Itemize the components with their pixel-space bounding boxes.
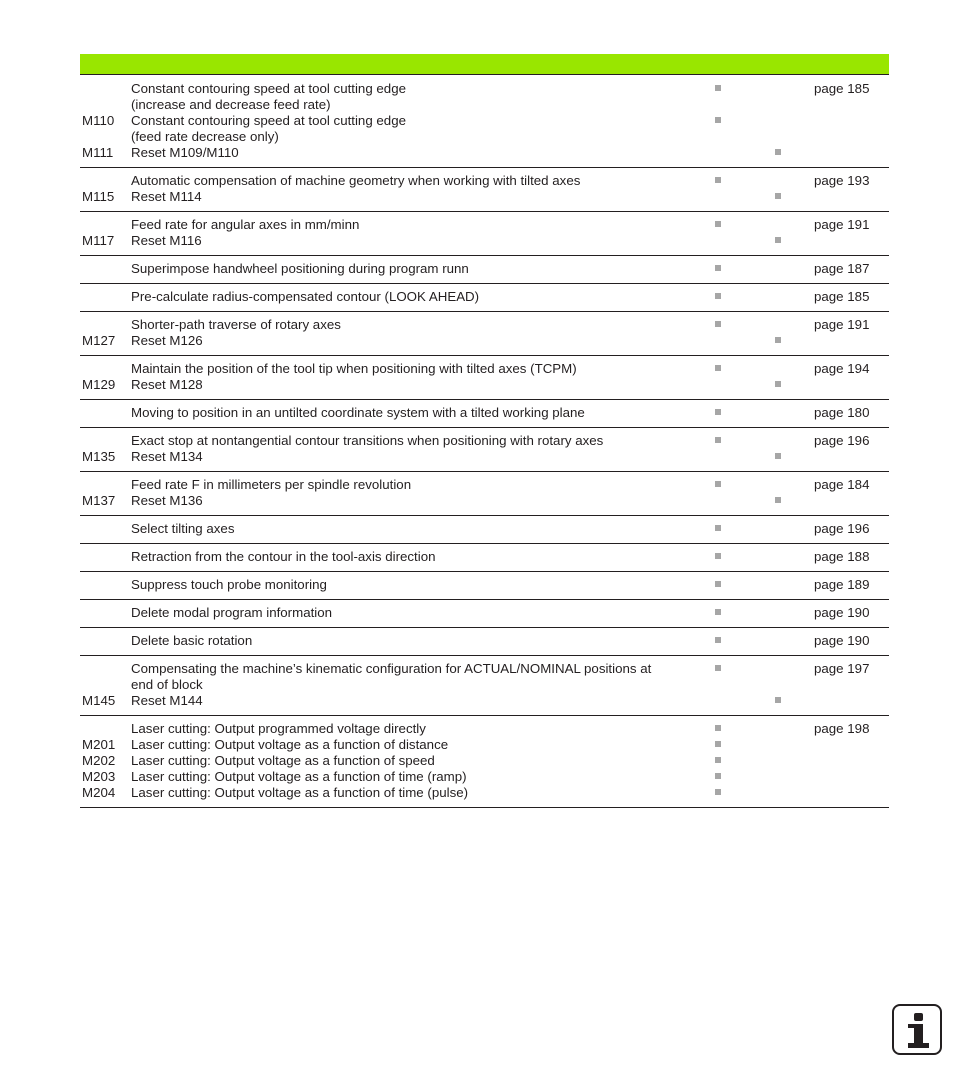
- effective-at-start-cell: [714, 785, 774, 801]
- function-description: (feed rate decrease only): [131, 129, 279, 144]
- m-code: M115: [82, 189, 115, 204]
- effective-at-end-cell: [774, 129, 814, 145]
- function-description: Maintain the position of the tool tip when positioning with tilted axes (TCPM): [131, 361, 577, 376]
- table-header-bar: [80, 54, 889, 75]
- page-reference: page 187: [814, 261, 870, 276]
- function-description: Reset M116: [131, 233, 202, 248]
- table-row-line: [80, 333, 889, 349]
- square-marker-icon: [715, 365, 721, 371]
- m-code: [80, 433, 131, 449]
- page-reference: [814, 113, 889, 129]
- m-code: M117: [82, 233, 115, 248]
- square-marker-icon: [775, 453, 781, 459]
- info-icon-serif-bottom: [908, 1043, 929, 1048]
- table-row: [80, 544, 889, 572]
- effective-at-start-cell: [714, 737, 774, 753]
- function-description: Reset M134: [131, 449, 203, 464]
- effective-at-end-cell: [774, 769, 814, 785]
- table-row-line: [80, 289, 889, 305]
- page-reference: page 196: [814, 433, 870, 448]
- square-marker-icon: [775, 381, 781, 387]
- square-marker-icon: [715, 321, 721, 327]
- table-row: [80, 628, 889, 656]
- effective-at-start-cell: [714, 433, 774, 449]
- square-marker-icon: [775, 497, 781, 503]
- square-marker-icon: [715, 177, 721, 183]
- effective-at-end-cell: [774, 145, 814, 161]
- square-marker-icon: [715, 409, 721, 415]
- square-marker-icon: [715, 85, 721, 91]
- effective-at-end-cell: [774, 737, 814, 753]
- effective-at-start-cell: [714, 769, 774, 785]
- m-code: M145: [82, 693, 116, 708]
- square-marker-icon: [715, 117, 721, 123]
- function-description: Reset M109/M110: [131, 145, 239, 160]
- effective-at-end-cell: [774, 433, 814, 449]
- m-code: M203: [82, 769, 116, 784]
- table-row: [80, 516, 889, 544]
- effective-at-end-cell: [774, 261, 814, 277]
- function-description: Laser cutting: Output voltage as a function of speed: [131, 753, 435, 768]
- m-code: M137: [82, 493, 116, 508]
- square-marker-icon: [715, 637, 721, 643]
- m-code: M111: [82, 145, 114, 160]
- effective-at-start-cell: [714, 361, 774, 377]
- effective-at-start-cell: [714, 677, 774, 693]
- function-description: Constant contouring speed at tool cutting edge: [131, 113, 406, 128]
- effective-at-start-cell: [714, 129, 774, 145]
- square-marker-icon: [715, 789, 721, 795]
- table-row-line: [80, 549, 889, 565]
- effective-at-start-cell: [714, 753, 774, 769]
- table-row: [80, 428, 889, 472]
- page-reference: [814, 449, 889, 465]
- page-reference: page 193: [814, 173, 870, 188]
- page-reference: [814, 737, 889, 753]
- effective-at-end-cell: [774, 753, 814, 769]
- table-row-line: [80, 233, 889, 249]
- effective-at-end-cell: [774, 721, 814, 737]
- effective-at-start-cell: [714, 261, 774, 277]
- m-code: [80, 361, 131, 377]
- m-code: [80, 97, 131, 113]
- function-description: Compensating the machine’s kinematic configuration for ACTUAL/NOMINAL positions at: [131, 661, 652, 676]
- m-function-table: [80, 76, 889, 808]
- table-row: [80, 656, 889, 716]
- effective-at-end-cell: [774, 661, 814, 677]
- effective-at-end-cell: [774, 217, 814, 233]
- table-row-line: [80, 129, 889, 145]
- square-marker-icon: [715, 525, 721, 531]
- table-row-line: [80, 81, 889, 97]
- table-row-line: [80, 521, 889, 537]
- square-marker-icon: [775, 337, 781, 343]
- effective-at-start-cell: [714, 693, 774, 709]
- page-reference: page 191: [814, 217, 870, 232]
- effective-at-end-cell: [774, 693, 814, 709]
- m-code: [80, 677, 131, 693]
- page-reference: [814, 693, 889, 709]
- table-row-line: [80, 493, 889, 509]
- effective-at-end-cell: [774, 333, 814, 349]
- table-row-line: [80, 189, 889, 205]
- page-reference: [814, 677, 889, 693]
- table-row-line: [80, 693, 889, 709]
- effective-at-end-cell: [774, 521, 814, 537]
- table-row-line: [80, 677, 889, 693]
- page-reference: page 198: [814, 721, 870, 736]
- page-reference: [814, 129, 889, 145]
- table-row-line: [80, 661, 889, 677]
- square-marker-icon: [715, 437, 721, 443]
- square-marker-icon: [715, 481, 721, 487]
- page-reference: [814, 785, 889, 801]
- info-icon[interactable]: [892, 1004, 942, 1055]
- page-reference: page 197: [814, 661, 870, 676]
- table-row: [80, 256, 889, 284]
- table-row: [80, 572, 889, 600]
- square-marker-icon: [715, 581, 721, 587]
- table-row-line: [80, 433, 889, 449]
- square-marker-icon: [775, 193, 781, 199]
- table-row: [80, 472, 889, 516]
- m-code: [80, 521, 131, 537]
- table-row-line: [80, 477, 889, 493]
- effective-at-end-cell: [774, 173, 814, 189]
- table-row-line: [80, 145, 889, 161]
- square-marker-icon: [715, 665, 721, 671]
- page-reference: [814, 493, 889, 509]
- effective-at-end-cell: [774, 289, 814, 305]
- function-description: Feed rate F in millimeters per spindle revolution: [131, 477, 412, 492]
- function-description: (increase and decrease feed rate): [131, 97, 331, 112]
- function-description: Delete basic rotation: [131, 633, 253, 648]
- m-code: M110: [82, 113, 115, 128]
- effective-at-start-cell: [714, 493, 774, 509]
- square-marker-icon: [715, 293, 721, 299]
- table-row: [80, 76, 889, 168]
- effective-at-end-cell: [774, 493, 814, 509]
- effective-at-start-cell: [714, 189, 774, 205]
- page-reference: [814, 233, 889, 249]
- effective-at-start-cell: [714, 405, 774, 421]
- square-marker-icon: [775, 149, 781, 155]
- effective-at-end-cell: [774, 377, 814, 393]
- page-reference: page 194: [814, 361, 870, 376]
- page-reference: [814, 753, 889, 769]
- square-marker-icon: [775, 697, 781, 703]
- effective-at-end-cell: [774, 189, 814, 205]
- effective-at-start-cell: [714, 721, 774, 737]
- m-code: [80, 129, 131, 145]
- m-code: [80, 721, 131, 737]
- table-row-line: [80, 633, 889, 649]
- table-row-line: [80, 317, 889, 333]
- effective-at-end-cell: [774, 113, 814, 129]
- table-row: [80, 168, 889, 212]
- function-description: Reset M126: [131, 333, 203, 348]
- m-code: M127: [82, 333, 116, 348]
- function-description: Feed rate for angular axes in mm/minn: [131, 217, 360, 232]
- page-reference: page 180: [814, 405, 870, 420]
- table-row-line: [80, 753, 889, 769]
- effective-at-end-cell: [774, 317, 814, 333]
- m-code: [80, 549, 131, 565]
- table-row-line: [80, 361, 889, 377]
- function-description: Laser cutting: Output voltage as a function of time (pulse): [131, 785, 469, 800]
- table-row: [80, 212, 889, 256]
- effective-at-end-cell: [774, 577, 814, 593]
- page-reference: page 185: [814, 289, 870, 304]
- m-code: [80, 173, 131, 189]
- m-code: M204: [82, 785, 116, 800]
- page-reference: [814, 377, 889, 393]
- effective-at-end-cell: [774, 405, 814, 421]
- table-row-line: [80, 449, 889, 465]
- page-reference: page 184: [814, 477, 870, 492]
- table-row-line: [80, 261, 889, 277]
- effective-at-start-cell: [714, 317, 774, 333]
- function-description: Pre-calculate radius-compensated contour (LOOK AHEAD): [131, 289, 480, 304]
- square-marker-icon: [715, 773, 721, 779]
- m-code: [80, 261, 131, 277]
- page-reference: page 190: [814, 605, 870, 620]
- table-row-line: [80, 605, 889, 621]
- effective-at-end-cell: [774, 677, 814, 693]
- table-row: [80, 284, 889, 312]
- square-marker-icon: [715, 725, 721, 731]
- table-row-line: [80, 113, 889, 129]
- effective-at-start-cell: [714, 81, 774, 97]
- m-code: [80, 661, 131, 677]
- square-marker-icon: [715, 265, 721, 271]
- effective-at-start-cell: [714, 577, 774, 593]
- function-description: Laser cutting: Output voltage as a function of time (ramp): [131, 769, 467, 784]
- effective-at-start-cell: [714, 377, 774, 393]
- function-description: Moving to position in an untilted coordinate system with a tilted working plane: [131, 405, 585, 420]
- m-code: M201: [82, 737, 116, 752]
- function-description: Retraction from the contour in the tool-axis direction: [131, 549, 436, 564]
- effective-at-end-cell: [774, 549, 814, 565]
- effective-at-end-cell: [774, 361, 814, 377]
- effective-at-end-cell: [774, 633, 814, 649]
- table-row-line: [80, 377, 889, 393]
- square-marker-icon: [715, 757, 721, 763]
- m-code: [80, 217, 131, 233]
- function-description: Select tilting axes: [131, 521, 235, 536]
- square-marker-icon: [715, 741, 721, 747]
- table-row: [80, 356, 889, 400]
- function-description: Reset M136: [131, 493, 203, 508]
- table-row-line: [80, 173, 889, 189]
- function-description: Constant contouring speed at tool cutting edge: [131, 81, 406, 96]
- table-row-line: [80, 737, 889, 753]
- effective-at-start-cell: [714, 449, 774, 465]
- function-description: Reset M144: [131, 693, 203, 708]
- function-description: Reset M114: [131, 189, 202, 204]
- effective-at-start-cell: [714, 97, 774, 113]
- function-description: Exact stop at nontangential contour transitions when positioning with rotary axes: [131, 433, 604, 448]
- page-reference: page 185: [814, 81, 870, 96]
- function-description: Laser cutting: Output voltage as a function of distance: [131, 737, 449, 752]
- effective-at-end-cell: [774, 785, 814, 801]
- m-code: [80, 477, 131, 493]
- m-code: M202: [82, 753, 116, 768]
- function-description: Shorter-path traverse of rotary axes: [131, 317, 341, 332]
- page-reference: [814, 145, 889, 161]
- square-marker-icon: [715, 221, 721, 227]
- page-reference: page 189: [814, 577, 870, 592]
- effective-at-start-cell: [714, 521, 774, 537]
- page-reference: [814, 769, 889, 785]
- m-code: M129: [82, 377, 116, 392]
- effective-at-start-cell: [714, 233, 774, 249]
- m-code: [80, 605, 131, 621]
- effective-at-end-cell: [774, 477, 814, 493]
- function-description: Automatic compensation of machine geometry when working with tilted axes: [131, 173, 581, 188]
- table-row-line: [80, 577, 889, 593]
- effective-at-start-cell: [714, 333, 774, 349]
- effective-at-start-cell: [714, 661, 774, 677]
- m-code: [80, 317, 131, 333]
- table-row-line: [80, 405, 889, 421]
- table-row-line: [80, 97, 889, 113]
- m-code: [80, 577, 131, 593]
- page-reference: page 190: [814, 633, 870, 648]
- function-description: Reset M128: [131, 377, 203, 392]
- page-reference: page 196: [814, 521, 870, 536]
- effective-at-end-cell: [774, 81, 814, 97]
- effective-at-start-cell: [714, 113, 774, 129]
- info-icon-stem: [914, 1024, 923, 1045]
- table-row-line: [80, 785, 889, 801]
- table-row-line: [80, 217, 889, 233]
- effective-at-start-cell: [714, 549, 774, 565]
- function-description: Delete modal program information: [131, 605, 333, 620]
- page-reference: page 188: [814, 549, 870, 564]
- function-description: end of block: [131, 677, 203, 692]
- square-marker-icon: [775, 237, 781, 243]
- page-reference: page 191: [814, 317, 870, 332]
- table-row: [80, 400, 889, 428]
- table-row: [80, 600, 889, 628]
- function-description: Suppress touch probe monitoring: [131, 577, 327, 592]
- table-row-line: [80, 769, 889, 785]
- m-code: [80, 405, 131, 421]
- effective-at-end-cell: [774, 97, 814, 113]
- effective-at-start-cell: [714, 605, 774, 621]
- square-marker-icon: [715, 609, 721, 615]
- effective-at-end-cell: [774, 449, 814, 465]
- page-reference: [814, 333, 889, 349]
- effective-at-start-cell: [714, 173, 774, 189]
- effective-at-start-cell: [714, 477, 774, 493]
- m-code: M135: [82, 449, 116, 464]
- effective-at-start-cell: [714, 217, 774, 233]
- table-row: [80, 312, 889, 356]
- m-code: [80, 633, 131, 649]
- function-description: Superimpose handwheel positioning during program runn: [131, 261, 469, 276]
- info-icon-dot: [914, 1013, 923, 1021]
- function-description: Laser cutting: Output programmed voltage directly: [131, 721, 426, 736]
- page-reference: [814, 189, 889, 205]
- effective-at-start-cell: [714, 289, 774, 305]
- effective-at-end-cell: [774, 605, 814, 621]
- effective-at-end-cell: [774, 233, 814, 249]
- m-code: [80, 81, 131, 97]
- page-reference: [814, 97, 889, 113]
- square-marker-icon: [715, 553, 721, 559]
- effective-at-start-cell: [714, 633, 774, 649]
- m-code: [80, 289, 131, 305]
- table-row-line: [80, 721, 889, 737]
- table-row: [80, 716, 889, 808]
- effective-at-start-cell: [714, 145, 774, 161]
